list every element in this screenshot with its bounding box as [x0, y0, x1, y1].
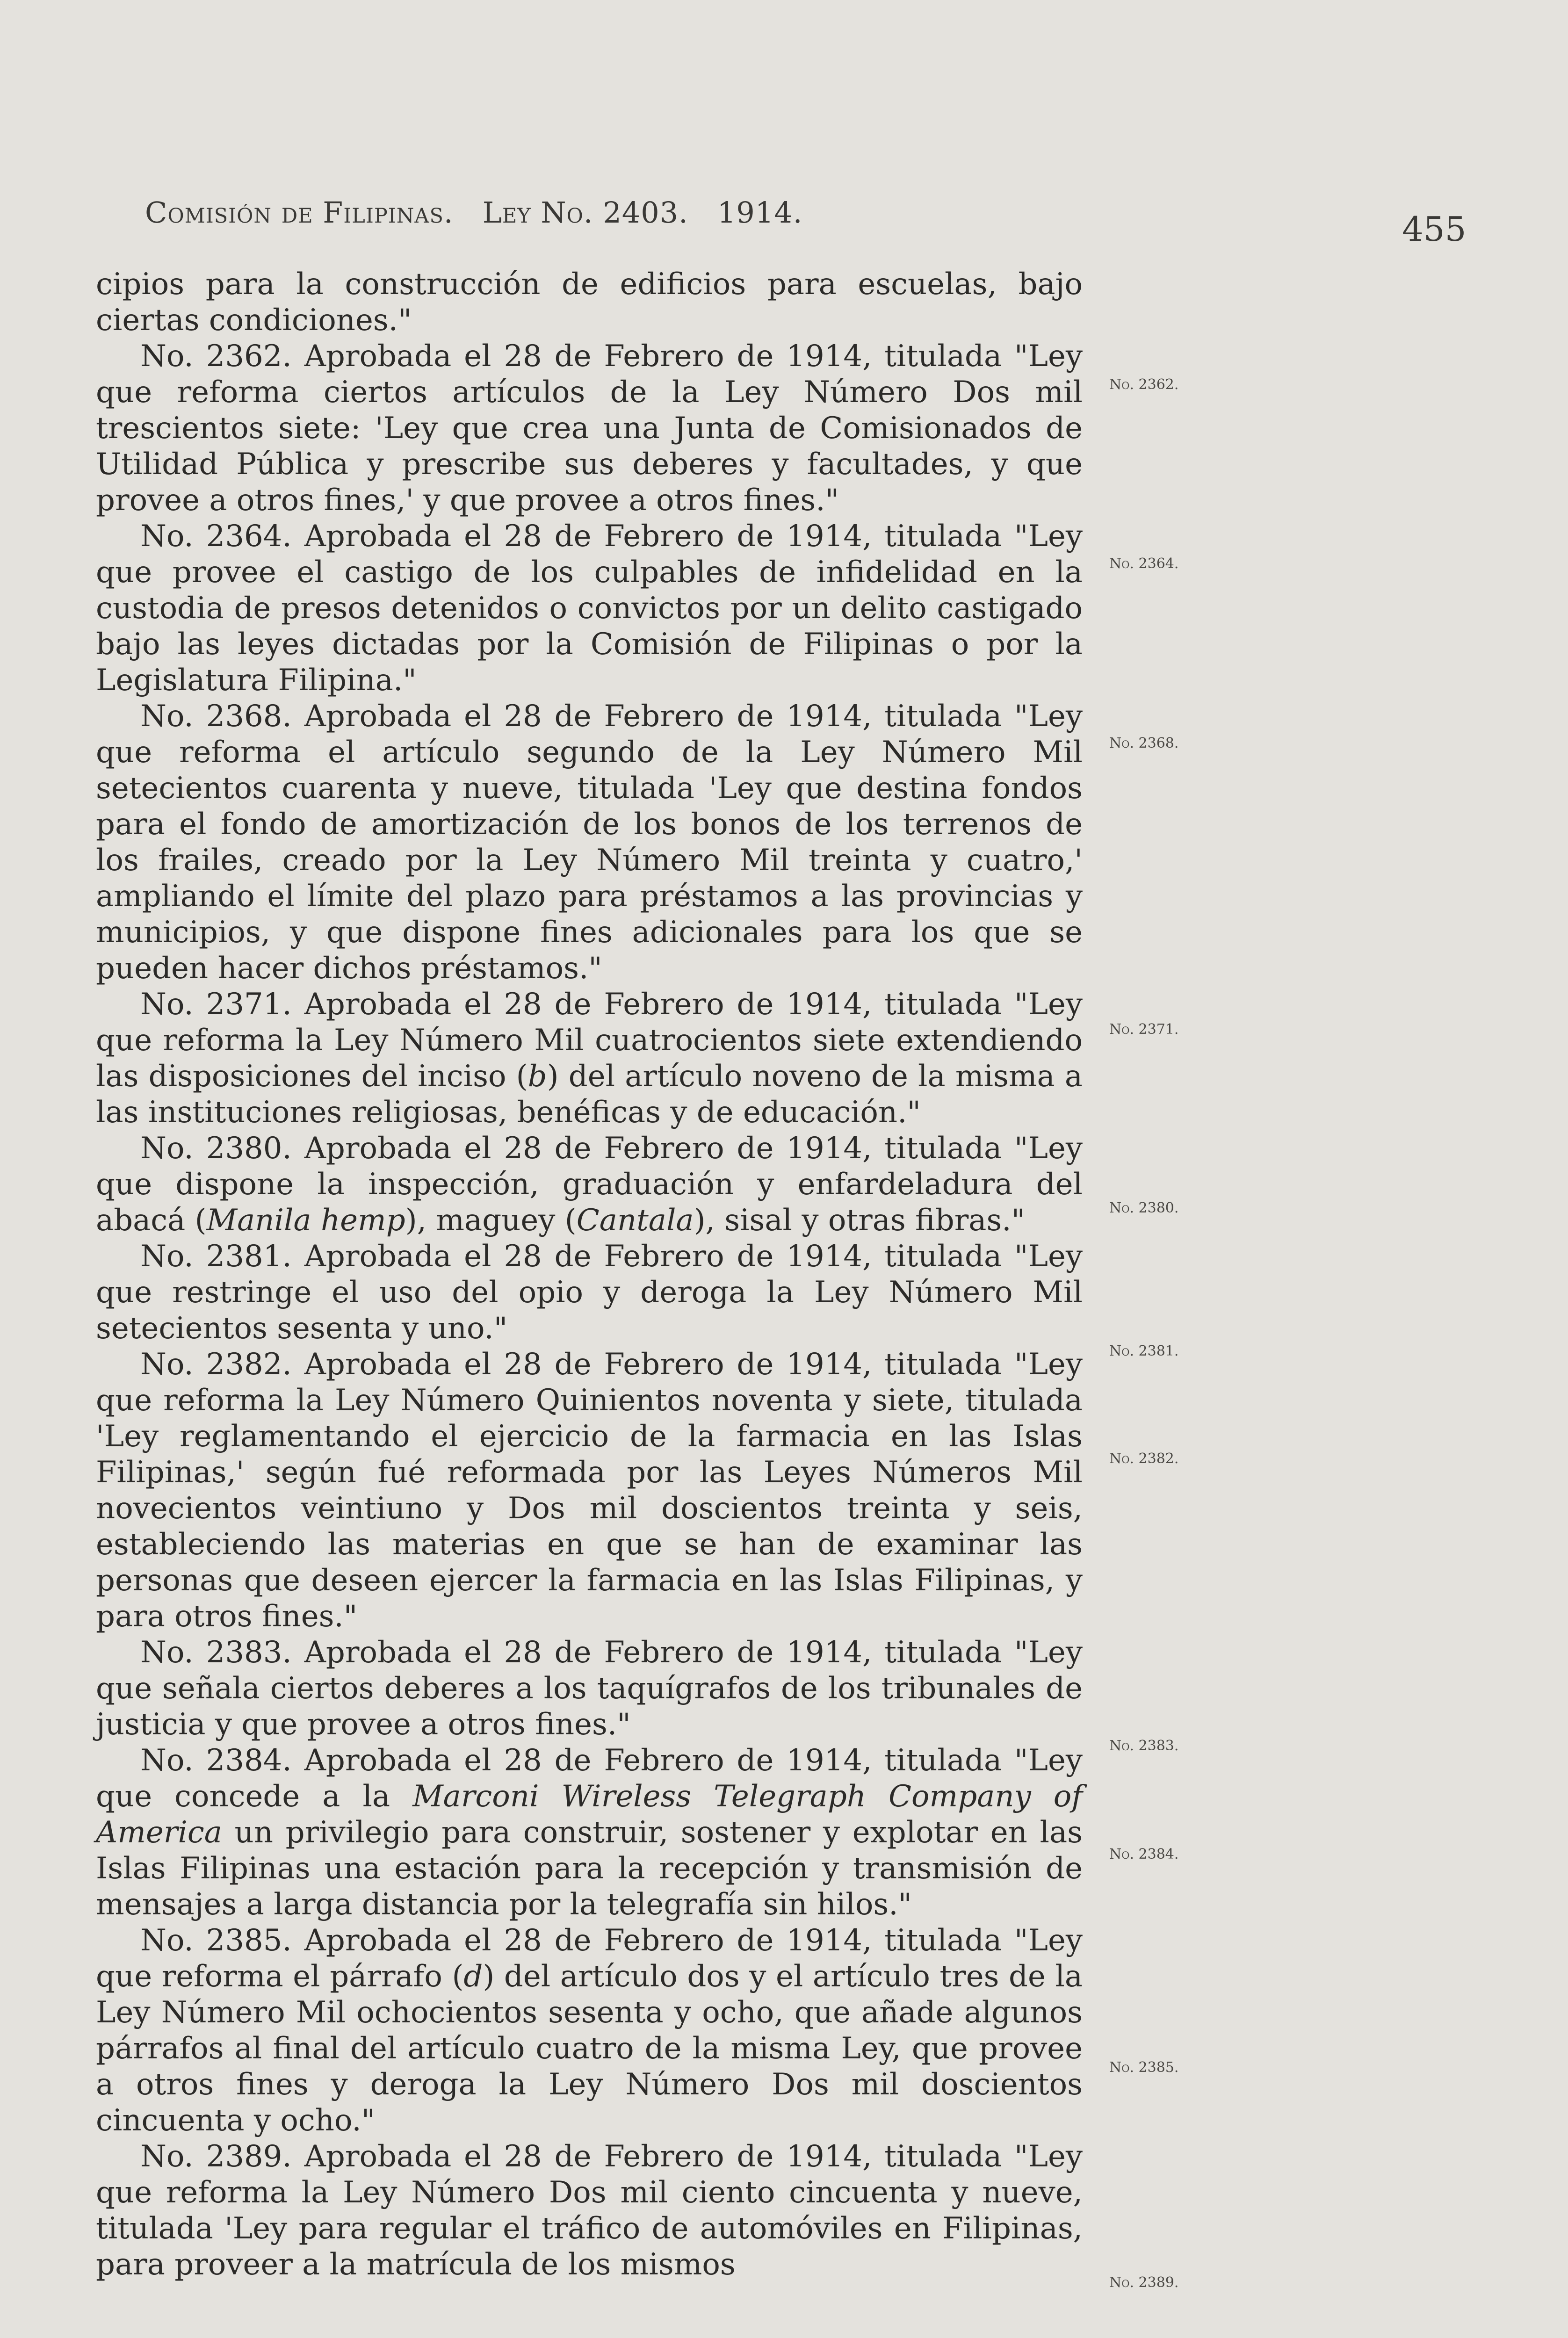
act-2371	[96, 987, 1083, 1131]
act-2362	[96, 339, 1083, 519]
margin-note-2389: No. 2389.	[1109, 2274, 1179, 2291]
act-number: No. 2364.	[140, 519, 292, 554]
margin-note-2381: No. 2381.	[1109, 1343, 1179, 1359]
act-2383	[96, 1635, 1083, 1743]
act-text-after: ), sisal y otras fibras."	[694, 1203, 1026, 1238]
act-number: No. 2389.	[140, 2139, 292, 2174]
act-number: No. 2371.	[140, 987, 292, 1022]
margin-note-2364: No. 2364.	[1109, 556, 1179, 572]
act-number: No. 2380.	[140, 1131, 292, 1166]
act-2382	[96, 1347, 1083, 1635]
act-text: Aprobada el 28 de Febrero de 1914, titulada "Ley que reforma la Ley Número Dos mil ciento cincuenta y nueve, titulada 'Ley para regular el tráfico de automóviles en Filipinas, para proveer a la matrícula de los mismos	[96, 2139, 1083, 2282]
act-number: No. 2382.	[140, 1347, 292, 1382]
act-number: No. 2368.	[140, 699, 292, 734]
act-number: No. 2362.	[140, 339, 292, 374]
act-text: Aprobada el 28 de Febrero de 1914, titulada "Ley que reforma ciertos artículos de la Ley Número Dos mil trescientos siete: 'Ley que crea una Junta de Comisionados de Utilidad Pública y prescribe sus deberes y facultades, y que provee a otros fines,' y que provee a otros fines."	[96, 339, 1083, 518]
act-text: Aprobada el 28 de Febrero de 1914, titulada "Ley que restringe el uso del opio y deroga la Ley Número Mil setecientos sesenta y uno."	[96, 1239, 1083, 1346]
act-text: Aprobada el 28 de Febrero de 1914, titulada "Ley que provee el castigo de los culpables de infidelidad en la custodia de presos detenidos o convictos por un delito castigado bajo las leyes dictadas por la Comisión de Filipinas o por la Legislatura Filipina."	[96, 519, 1083, 698]
act-text-after: un privilegio para construir, sostener y explotar en las Islas Filipinas una estación para la recepción y transmisión de mensajes a larga distancia por la telegrafía sin hilos."	[96, 1815, 1083, 1922]
act-text: Aprobada el 28 de Febrero de 1914, titulada "Ley que reforma la Ley Número Quinientos noventa y siete, titulada 'Ley reglamentando el ejercicio de la farmacia en las Islas Filipinas,' según fué reformada por las Leyes Números Mil novecientos veintiuno y Dos mil doscientos treinta y seis, estableciendo las materias en que se han de examinar las personas que deseen ejercer la farmacia en las Islas Filipinas, y para otros fines."	[96, 1347, 1083, 1634]
margin-note-2362: No. 2362.	[1109, 376, 1179, 393]
act-number: No. 2385.	[140, 1923, 292, 1958]
act-text-before: Aprobada el 28 de Febrero de 1914, titulada "Ley que dispone la inspección, graduación y enfardeladura del abacá (	[96, 1131, 1083, 1238]
act-text-before: Aprobada el 28 de Febrero de 1914, titulada "Ley que concede a la	[96, 1743, 1083, 1814]
running-head-year: 1914.	[717, 195, 803, 230]
running-head-commission: Comisión de Filipinas.	[145, 195, 454, 230]
act-italic: d	[463, 1959, 483, 1994]
act-text-middle: ), maguey (	[405, 1203, 577, 1238]
act-italic: b	[527, 1059, 547, 1094]
act-italic: Cantala	[576, 1203, 694, 1238]
act-number: No. 2381.	[140, 1239, 292, 1274]
margin-note-2385: No. 2385.	[1109, 2059, 1179, 2076]
act-text-after: ) del artículo dos y el artículo tres de la Ley Número Mil ochocientos sesenta y ocho, que añade algunos párrafos al final del artículo cuatro de la misma Ley, que provee a otros fines y deroga la Ley Número Dos mil doscientos cincuenta y ocho."	[96, 1959, 1083, 2138]
body-text	[96, 267, 1083, 2283]
act-text: Aprobada el 28 de Febrero de 1914, titulada "Ley que reforma el artículo segundo de la Ley Número Mil setecientos cuarenta y nueve, titulada 'Ley que destina fondos para el fondo de amortización de los bonos de los terrenos de los frailes, creado por la Ley Número Mil treinta y cuatro,' ampliando el límite del plazo para préstamos a las provincias y municipios, y que dispone fines adicionales para los que se pueden hacer dichos préstamos."	[96, 699, 1083, 986]
margin-note-2382: No. 2382.	[1109, 1450, 1179, 1467]
act-2380	[96, 1131, 1083, 1239]
margin-note-2371: No. 2371.	[1109, 1021, 1179, 1038]
act-text-before: Aprobada el 28 de Febrero de 1914, titulada "Ley que reforma la Ley Número Mil cuatrocientos siete extendiendo las disposiciones del inciso (	[96, 987, 1083, 1094]
act-2385	[96, 1923, 1083, 2139]
act-text: Aprobada el 28 de Febrero de 1914, titulada "Ley que señala ciertos deberes a los taquígrafos de los tribunales de justicia y que provee a otros fines."	[96, 1635, 1083, 1742]
act-2381	[96, 1239, 1083, 1347]
act-italic: Marconi Wireless Telegraph Company of America	[96, 1779, 1083, 1850]
margin-note-2368: No. 2368.	[1109, 735, 1179, 751]
continuation-paragraph: cipios para la construcción de edificios para escuelas, bajo ciertas condiciones."	[96, 267, 1083, 338]
act-number: No. 2384.	[140, 1743, 292, 1778]
act-number: No. 2383.	[140, 1635, 292, 1670]
margin-note-2383: No. 2383.	[1109, 1738, 1179, 1754]
act-2364	[96, 519, 1083, 699]
page-number: 455	[1402, 209, 1467, 249]
running-head-law: Ley No. 2403.	[482, 195, 688, 230]
margin-note-2380: No. 2380.	[1109, 1200, 1179, 1216]
margin-note-2384: No. 2384.	[1109, 1846, 1179, 1862]
act-italic: Manila hemp	[206, 1203, 405, 1238]
act-2384	[96, 1743, 1083, 1923]
act-text-after: ) del artículo noveno de la misma a las instituciones religiosas, benéficas y de educación."	[96, 1059, 1083, 1130]
running-head	[145, 195, 802, 230]
act-2368	[96, 699, 1083, 987]
act-text-before: Aprobada el 28 de Febrero de 1914, titulada "Ley que reforma el párrafo (	[96, 1923, 1083, 1994]
act-2389	[96, 2139, 1083, 2283]
